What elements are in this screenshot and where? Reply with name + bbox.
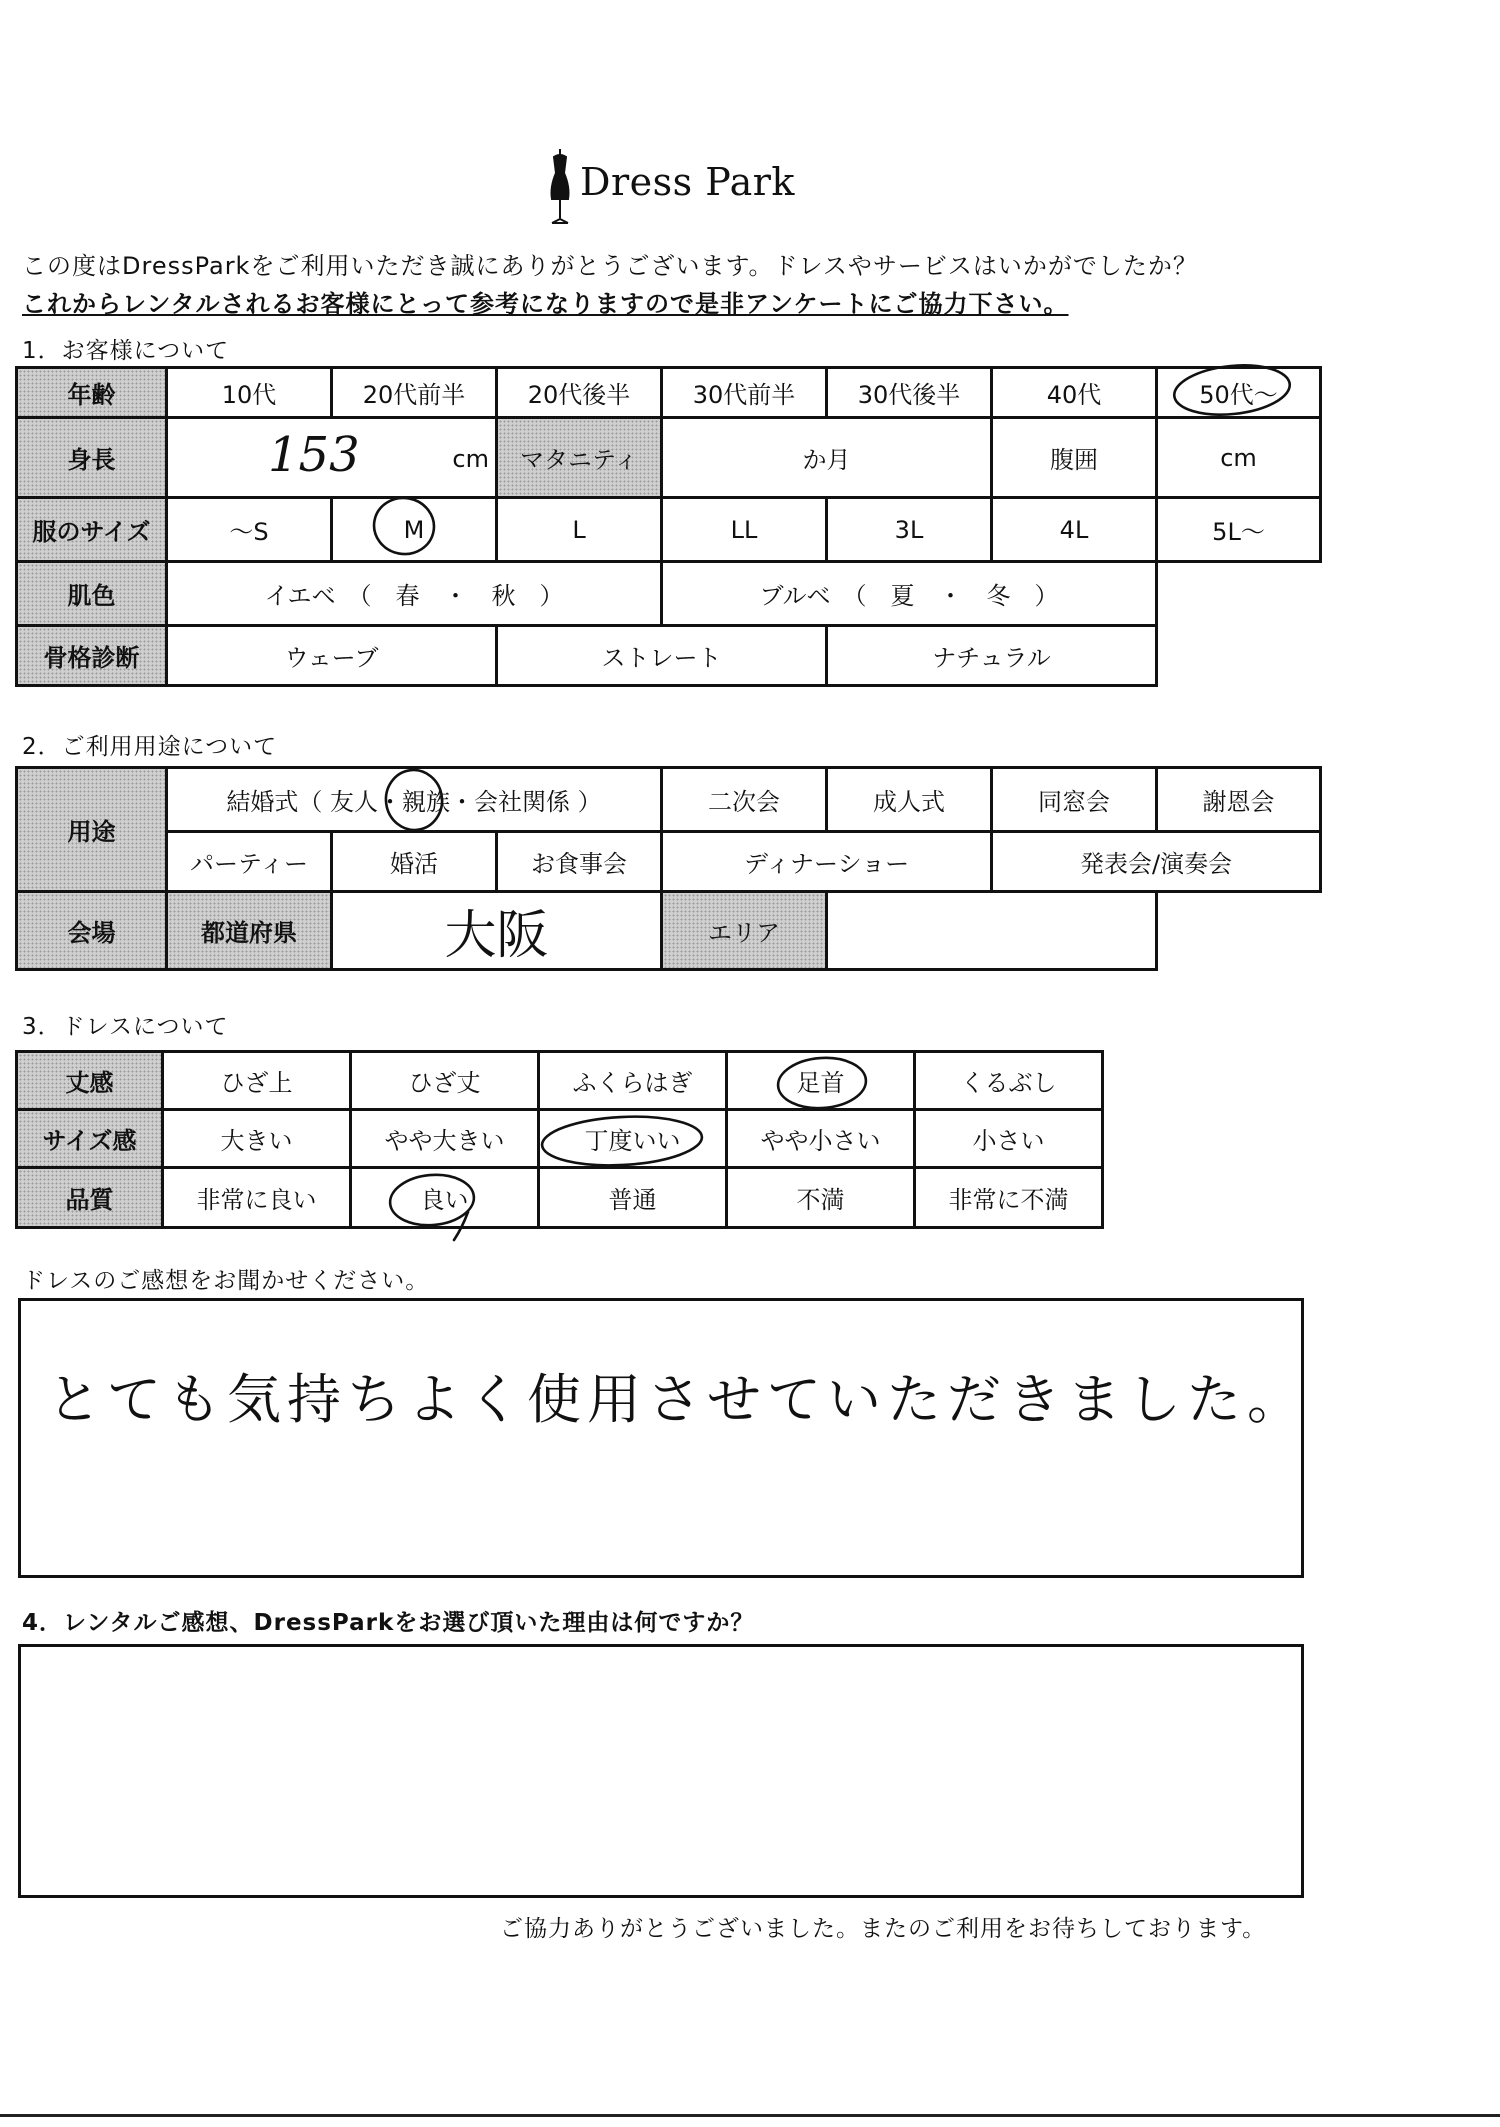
section4-title: 4．レンタルご感想、DressParkをお選び頂いた理由は何ですか？ bbox=[22, 1610, 755, 1636]
size-option[interactable]: ～S bbox=[167, 498, 332, 562]
quality-option[interactable]: 非常に良い bbox=[163, 1168, 351, 1228]
quality-option[interactable]: 不満 bbox=[727, 1168, 915, 1228]
purpose-option[interactable]: ディナーショー bbox=[662, 832, 992, 892]
comment-handwriting: とても気持ちよく使用させていただきました。 bbox=[47, 1368, 1307, 1431]
height-value: 153 bbox=[268, 427, 360, 483]
fit-option[interactable]: やや大きい bbox=[351, 1110, 539, 1168]
usage-table bbox=[15, 766, 1322, 971]
purpose-option[interactable]: 成人式 bbox=[827, 768, 992, 832]
brand-logo: Dress Park bbox=[580, 160, 795, 204]
section2-title: 2．ご利用用途について bbox=[22, 734, 278, 760]
fit-option[interactable]: やや小さい bbox=[727, 1110, 915, 1168]
length-option[interactable]: くるぶし bbox=[915, 1052, 1103, 1110]
purpose-option[interactable]: 婚活 bbox=[332, 832, 497, 892]
age-label: 年齢 bbox=[17, 368, 167, 418]
frame-label: 骨格診断 bbox=[17, 626, 167, 686]
purpose-label: 用途 bbox=[17, 768, 167, 892]
fit-option-selected[interactable]: 丁度いい bbox=[539, 1110, 727, 1168]
size-option[interactable]: 3L bbox=[827, 498, 992, 562]
quality-label: 品質 bbox=[17, 1168, 163, 1228]
age-option[interactable]: 20代後半 bbox=[497, 368, 662, 418]
purpose-option[interactable]: 同窓会 bbox=[992, 768, 1157, 832]
prefecture-value: 大阪 bbox=[444, 906, 549, 966]
prefecture-label: 都道府県 bbox=[167, 892, 332, 970]
fit-option[interactable]: 小さい bbox=[915, 1110, 1103, 1168]
skin-option-yellow-base[interactable]: イエベ （ 春 ・ 秋 ） bbox=[167, 562, 662, 626]
purpose-option[interactable]: 謝恩会 bbox=[1157, 768, 1321, 832]
purpose-option[interactable]: 発表会/演奏会 bbox=[992, 832, 1321, 892]
dress-form-logo-icon bbox=[540, 145, 580, 230]
quality-option-selected[interactable]: 良い bbox=[351, 1168, 539, 1228]
venue-label: 会場 bbox=[17, 892, 167, 970]
length-option[interactable]: ふくらはぎ bbox=[539, 1052, 727, 1110]
purpose-option[interactable]: 二次会 bbox=[662, 768, 827, 832]
area-field[interactable] bbox=[827, 892, 1157, 970]
age-option[interactable]: 40代 bbox=[992, 368, 1157, 418]
reason-box[interactable] bbox=[18, 1644, 1304, 1898]
area-label: エリア bbox=[662, 892, 827, 970]
section1-title: 1．お客様について bbox=[22, 338, 230, 364]
comment-prompt: ドレスのご感想をお聞かせください。 bbox=[22, 1268, 430, 1294]
age-option[interactable]: 10代 bbox=[167, 368, 332, 418]
size-option[interactable]: LL bbox=[662, 498, 827, 562]
frame-option[interactable]: ストレート bbox=[497, 626, 827, 686]
prefecture-field[interactable] bbox=[332, 892, 662, 970]
height-label: 身長 bbox=[17, 418, 167, 498]
fit-label: サイズ感 bbox=[17, 1110, 163, 1168]
length-label: 丈感 bbox=[17, 1052, 163, 1110]
scan-edge bbox=[0, 2114, 1500, 2117]
fit-option[interactable]: 大きい bbox=[163, 1110, 351, 1168]
waist-field[interactable]: cm bbox=[1157, 418, 1321, 498]
footer-thanks: ご協力ありがとうございました。またのご利用をお待ちしております。 bbox=[500, 1916, 1267, 1942]
purpose-option[interactable]: お食事会 bbox=[497, 832, 662, 892]
size-option-selected[interactable]: M bbox=[332, 498, 497, 562]
purpose-option[interactable]: パーティー bbox=[167, 832, 332, 892]
skin-option-blue-base[interactable]: ブルベ （ 夏 ・ 冬 ） bbox=[662, 562, 1157, 626]
length-option-selected[interactable]: 足首 bbox=[727, 1052, 915, 1110]
dress-table bbox=[15, 1050, 1104, 1229]
intro-text: この度はDressParkをご利用いただき誠にありがとうございます。ドレスやサービスはいかがでしたか？ bbox=[22, 252, 1198, 280]
maternity-field[interactable]: か月 bbox=[662, 418, 992, 498]
age-option[interactable]: 20代前半 bbox=[332, 368, 497, 418]
size-option[interactable]: 5L～ bbox=[1157, 498, 1321, 562]
size-option[interactable]: L bbox=[497, 498, 662, 562]
quality-option[interactable]: 普通 bbox=[539, 1168, 727, 1228]
customer-table bbox=[15, 366, 1322, 687]
length-option[interactable]: ひざ丈 bbox=[351, 1052, 539, 1110]
height-unit: cm bbox=[452, 445, 489, 473]
length-option[interactable]: ひざ上 bbox=[163, 1052, 351, 1110]
comment-box[interactable] bbox=[18, 1298, 1307, 1578]
maternity-label: マタニティ bbox=[497, 418, 662, 498]
age-option-selected[interactable]: 50代～ bbox=[1157, 368, 1321, 418]
purpose-wedding[interactable]: 結婚式（ 友人・親族・会社関係 ） bbox=[167, 768, 662, 832]
section3-title: 3．ドレスについて bbox=[22, 1014, 229, 1040]
skin-label: 肌色 bbox=[17, 562, 167, 626]
size-label: 服のサイズ bbox=[17, 498, 167, 562]
age-option[interactable]: 30代前半 bbox=[662, 368, 827, 418]
waist-label: 腹囲 bbox=[992, 418, 1157, 498]
frame-option[interactable]: ナチュラル bbox=[827, 626, 1157, 686]
quality-option[interactable]: 非常に不満 bbox=[915, 1168, 1103, 1228]
age-option[interactable]: 30代後半 bbox=[827, 368, 992, 418]
size-option[interactable]: 4L bbox=[992, 498, 1157, 562]
frame-option[interactable]: ウェーブ bbox=[167, 626, 497, 686]
height-field[interactable] bbox=[167, 418, 497, 498]
intro-request: これからレンタルされるお客様にとって参考になりますので是非アンケートにご協力下さい。 bbox=[22, 290, 1069, 318]
